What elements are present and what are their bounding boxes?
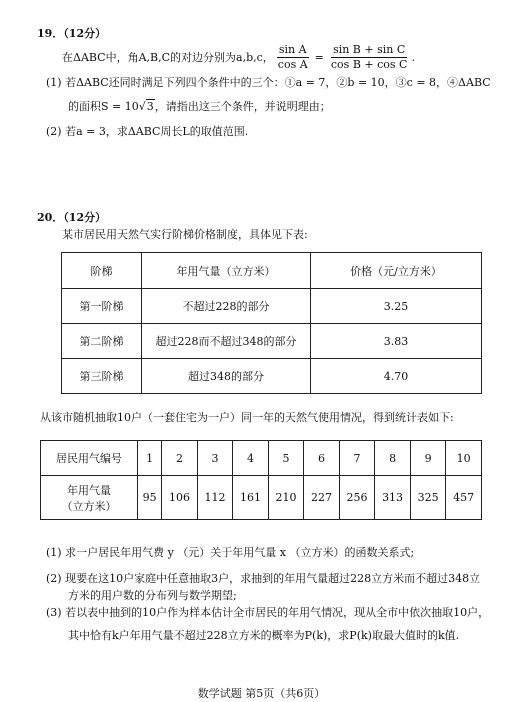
q19-frac1-denominator: cos A (277, 57, 308, 71)
q19-frac2-numerator: sin B + sin C (333, 42, 406, 56)
usage-table-cell: 8 (375, 441, 411, 476)
usage-table-cell: 6 (304, 441, 340, 476)
q20-part1: (1) 求一户居民年用气费 y （元）关于年用气量 x （立方米）的函数关系式; (46, 546, 415, 559)
page-footer: 数学试题 第5页（共6页） (197, 687, 326, 700)
price-table-cell: 第一阶梯 (62, 289, 142, 324)
usage-table-cell: 227 (304, 476, 340, 520)
price-table-cell: 超过228而不超过348的部分 (142, 324, 311, 359)
q19-part1-line1: (1) 若ΔABC还同时满足下列四个条件中的三个：①a = 7，②b = 10，③c = 8，④ΔABC (46, 76, 491, 89)
price-table-header: 价格（元/立方米） (311, 253, 482, 289)
usage-table-cell: 325 (410, 476, 446, 520)
price-table-cell: 不超过228的部分 (142, 289, 311, 324)
usage-table-cell: 7 (339, 441, 375, 476)
usage-table-cell: 256 (339, 476, 375, 520)
q20-part2-line1: (2) 现要在这10户家庭中任意抽取3户，求抽到的年用气量超过228立方米而不超过348立 (46, 572, 481, 585)
q19-intro: 在ΔABC中，角A,B,C的对边分别为a,b,c， (62, 51, 274, 64)
price-table-header-row (62, 253, 482, 289)
q19-fraction-1 (276, 44, 310, 71)
price-table-cell: 超过348的部分 (142, 359, 311, 394)
usage-table-cell: 95 (138, 476, 162, 520)
usage-table-value-row (41, 476, 482, 520)
usage-table-cell: 2 (162, 441, 198, 476)
price-table-row (62, 289, 482, 324)
q19-part1-line2 (68, 98, 331, 114)
q19-area-text: 的面积S = 10 (68, 100, 139, 113)
price-table-cell: 4.70 (311, 359, 482, 394)
usage-table-cell: 3 (197, 441, 233, 476)
price-table-cell: 第三阶梯 (62, 359, 142, 394)
sqrt-symbol: √ (138, 100, 146, 113)
q19-score: （12分） (63, 27, 107, 40)
q19-equals: = (314, 50, 324, 64)
usage-table-cell: 457 (446, 476, 482, 520)
usage-table-cell: 1 (138, 441, 162, 476)
q20-part3-line2: 其中恰有k户年用气量不超过228立方米的概率为P(k)，求P(k)取最大值时的k值. (68, 629, 460, 642)
usage-table-id-row (41, 441, 482, 476)
usage-table-cell: 161 (233, 476, 269, 520)
q19-number: 19． (37, 27, 64, 40)
usage-table-cell: 10 (446, 441, 482, 476)
price-table-header: 年用气量（立方米） (142, 253, 311, 289)
q20-intro: 某市居民用天然气实行阶梯价格制度，具体见下表: (62, 228, 308, 241)
usage-label-unit: （立方米） (61, 499, 117, 513)
q20-sample-text: 从该市随机抽取10户（一套住宅为一户）同一年的天然气使用情况，得到统计表如下: (40, 411, 454, 424)
gas-usage-table (40, 440, 482, 520)
q19-fraction-2 (329, 44, 410, 71)
price-table-cell: 3.25 (311, 289, 482, 324)
q19-part2: (2) 若a = 3，求ΔABC周长L的取值范围. (46, 125, 249, 138)
usage-table-cell: 4 (233, 441, 269, 476)
price-table-row (62, 359, 482, 394)
q20-part3-line1: (3) 若以表中抽到的10户作为样本估计全市居民的年用气情况，现从全市中依次抽取10户， (46, 606, 490, 619)
q19-header (37, 25, 106, 41)
q20-header (37, 209, 106, 225)
q19-area-tail: ，请指出这三个条件，并说明理由； (154, 100, 331, 113)
usage-table-cell: 9 (410, 441, 446, 476)
price-table-cell: 第二阶梯 (62, 324, 142, 359)
usage-table-cell: 106 (162, 476, 198, 520)
usage-table-row-label (41, 476, 138, 520)
q19-frac2-denominator: cos B + cos C (330, 57, 408, 71)
price-table-row (62, 324, 482, 359)
usage-table-cell: 210 (268, 476, 304, 520)
q19-sqrt-value: 3 (146, 100, 154, 113)
price-tier-table (61, 252, 482, 394)
q20-number: 20． (37, 211, 64, 224)
q19-end: . (411, 50, 415, 64)
q20-score: （12分） (63, 211, 107, 224)
usage-table-cell: 5 (268, 441, 304, 476)
price-table-cell: 3.83 (311, 324, 482, 359)
usage-table-cell: 313 (375, 476, 411, 520)
usage-label-line: 年用气量 (67, 483, 111, 497)
price-table-header: 阶梯 (62, 253, 142, 289)
usage-table-cell: 112 (197, 476, 233, 520)
q19-frac1-numerator: sin A (278, 42, 307, 56)
q19-intro-line (62, 40, 415, 74)
usage-table-row-label: 居民用气编号 (41, 441, 138, 476)
q20-part2-line2: 方米的用户数的分布列与数学期望; (68, 589, 237, 602)
